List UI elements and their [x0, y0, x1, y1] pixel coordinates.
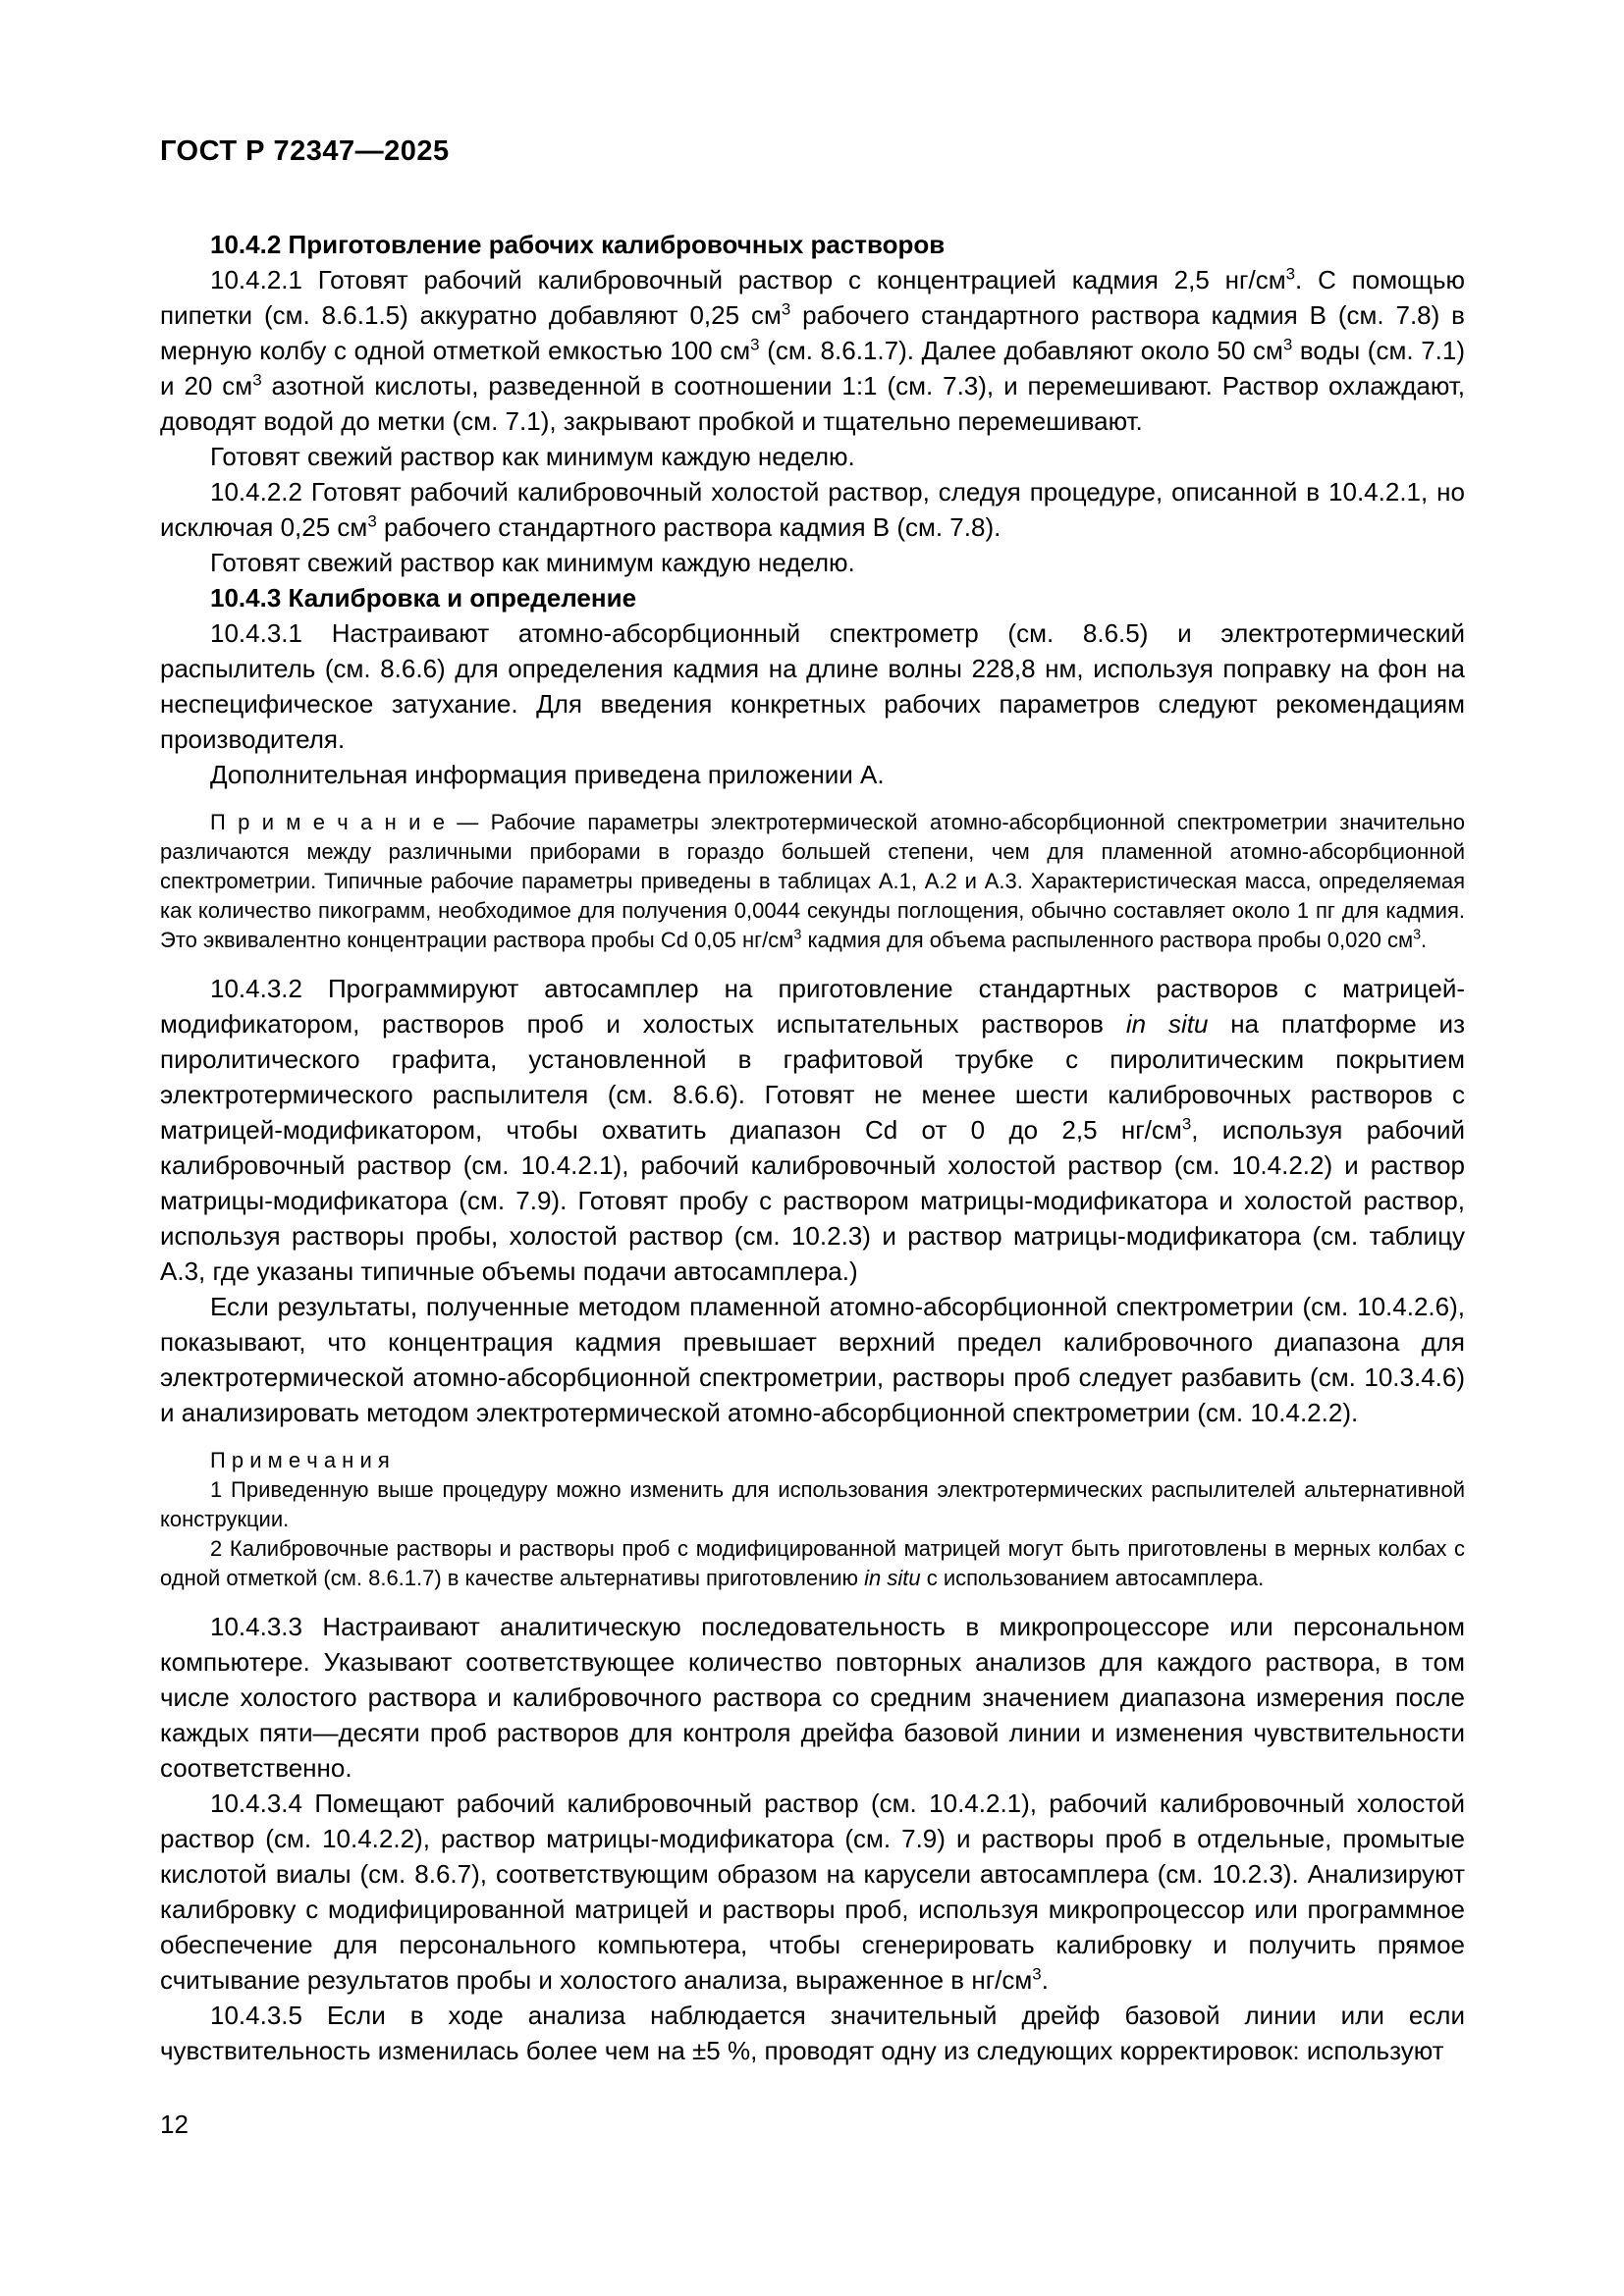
paragraph: Готовят свежий раствор как минимум каждую неделю. [210, 548, 855, 577]
section-heading: 10.4.3 Калибровка и определение [210, 583, 637, 613]
document-body [160, 227, 1465, 2068]
paragraph: П р и м е ч а н и е — Рабочие параметры электротермической атомно-абсорбционной спектрометрии значительно различаются между различными приборами в гораздо большей степени, чем для пламенной атомно-абсорбционной спектрометрии. Типичные рабочие параметры приведены в таблицах А.1, А.2 и А.3. Характеристическая масса, определяемая как количество пикограмм, необходимое для получения 0,0044 секунды поглощения, обычно составляет около 1 пг для кадмия. Это эквивалентно концентрации раствора пробы Cd 0,05 $нг/см^3$ кадмия для объема распыленного раствора пробы 0,020 $см^3$. [160, 810, 1465, 952]
paragraph: 10.4.3.5 Если в ходе анализа наблюдается значительный дрейф базовой линии или если чувствительность изменилась более чем на ±5 %, проводят одну из следующих корректировок: используют [160, 2001, 1465, 2065]
section-heading: 10.4.2 Приготовление рабочих калибровочных растворов [210, 230, 946, 259]
paragraph: 10.4.3.1 Настраивают атомно-абсорбционный спектрометр (см. 8.6.5) и электротермический распылитель (см. 8.6.6) для определения кадмия на длине волны 228,8 нм, используя поправку на фон на неспецифическое затухание. Для введения конкретных рабочих параметров следуют рекомендациям производителя. [160, 618, 1465, 754]
paragraph: Если результаты, полученные методом пламенной атомно-абсорбционной спектрометрии (см. 10.4.2.6), показывают, что концентрация кадмия превышает верхний предел калибровочного диапазона для электротермической атомно-абсорбционной спектрометрии, растворы проб следует разбавить (см. 10.3.4.6) и анализировать методом электротермической атомно-абсорбционной спектрометрии (см. 10.4.2.2). [160, 1292, 1465, 1427]
page-number: 12 [160, 2109, 189, 2139]
paragraph: 10.4.3.4 Помещают рабочий калибровочный раствор (см. 10.4.2.1), рабочий калибровочный холостой раствор (см. 10.4.2.2), раствор матрицы-модификатора (см. 7.9) и растворы проб в отдельные, промытые кислотой виалы (см. 8.6.7), соответствующим образом на карусели автосамплера (см. 10.2.3). Анализируют калибровку с модифицированной матрицей и растворы проб, используя микропроцессор или программное обеспечение для персонального компьютера, чтобы сгенерировать калибровку и получить прямое считывание результатов пробы и холостого анализа, выраженное в $нг/см^3$. [160, 1789, 1465, 1995]
paragraph: 1 Приведенную выше процедуру можно изменить для использования электротермических распылителей альтернативной конструкции. [160, 1477, 1465, 1531]
paragraph: 10.4.3.3 Настраивают аналитическую последовательность в микропроцессоре или персональном компьютере. Указывают соответствующее количество повторных анализов для каждого раствора, в том числе холостого раствора и калибровочного раствора со средним значением диапазона измерения после каждых пяти—десяти проб растворов для контроля дрейфа базовой линии и изменения чувствительности соответственно. [160, 1612, 1465, 1783]
paragraph: Дополнительная информация приведена приложении А. [210, 760, 885, 789]
page-header: ГОСТ Р 72347—2025 [160, 135, 450, 167]
paragraph: 10.4.2.1 Готовят рабочий калибровочный раствор с концентрацией кадмия 2,5 $нг/см^3$. С помощью пипетки (см. 8.6.1.5) аккуратно добавляют 0,25 $см^3$ рабочего стандартного раствора кадмия В (см. 7.8) в мерную колбу с одной отметкой емкостью 100 $см^3$ (см. 8.6.1.7). Далее добавляют около 50 $см^3$ воды (см. 7.1) и 20 $см^3$ азотной кислоты, разведенной в соотношении 1:1 (см. 7.3), и перемешивают. Раствор охлаждают, доводят водой до метки (см. 7.1), закрывают пробкой и тщательно перемешивают. [160, 264, 1466, 436]
paragraph: 10.4.3.2 Программируют автосамплер на приготовление стандартных растворов с матрицей-модификатором, растворов проб и холостых испытательных растворов in situ на платформе из пиролитического графита, установленной в графитовой трубке с пиролитическим покрытием электротермического распылителя (см. 8.6.6). Готовят не менее шести калибровочных растворов с матрицей-модификатором, чтобы охватить диапазон Cd от 0 до 2,5 $нг/см^3$, используя рабочий калибровочный раствор (см. 10.4.2.1), рабочий калибровочный холостой раствор (см. 10.4.2.2) и раствор матрицы-модификатора (см. 7.9). Готовят пробу с раствором матрицы-модификатора и холостой раствор, используя растворы пробы, холостой раствор (см. 10.2.3) и раствор матрицы-модификатора (см. таблицу А.3, где указаны типичные объемы подачи автосамплера.) [160, 974, 1465, 1286]
paragraph: 2 Калибровочные растворы и растворы проб с модифицированной матрицей могут быть приготовлены в мерных колбах с одной отметкой (см. 8.6.1.7) в качестве альтернативы приготовлению in situ с использованием автосамплера. [160, 1536, 1465, 1590]
paragraph: Готовят свежий раствор как минимум каждую неделю. [210, 442, 855, 471]
paragraph: 10.4.2.2 Готовят рабочий калибровочный холостой раствор, следуя процедуре, описанной в 10.4.2.1, но исключая 0,25 $см^3$ рабочего стандартного раствора кадмия В (см. 7.8). [160, 477, 1465, 542]
paragraph: П р и м е ч а н и я [210, 1448, 390, 1472]
